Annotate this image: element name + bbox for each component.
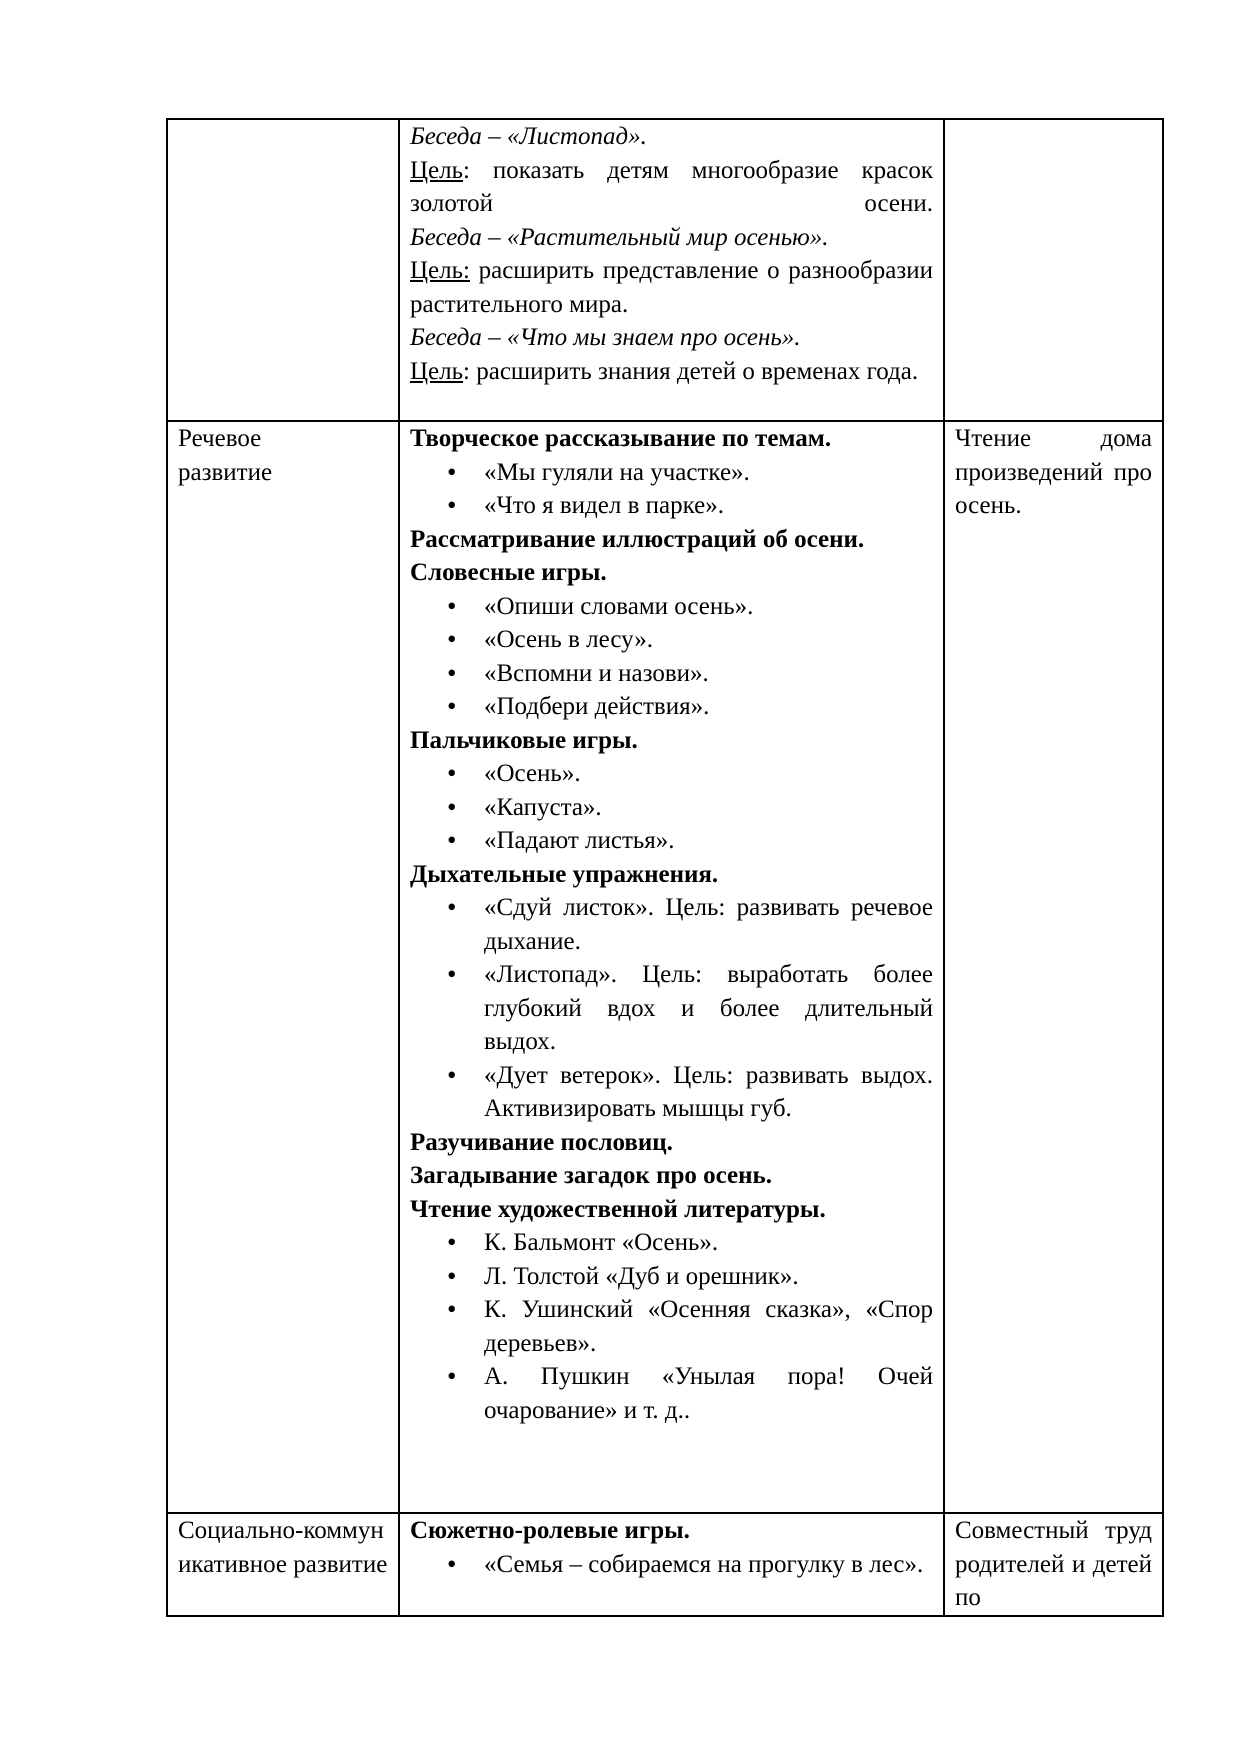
list-item: • «Капуста». (410, 791, 933, 825)
conversation-goal (410, 355, 933, 389)
goal-text: : показать детям многообразие красок золотой осени. (410, 156, 933, 217)
bullet-list (410, 1548, 933, 1582)
conversation-goal (410, 154, 933, 221)
list-item: • А. Пушкин «Унылая пора! Очей очарование» и т. д.. (410, 1360, 933, 1427)
conversation-title: Беседа – «Что мы знаем про осень». (410, 324, 801, 351)
section-heading: Чтение художественной литературы. (410, 1195, 826, 1223)
section-heading: Рассматривание иллюстраций об осени. (410, 525, 865, 553)
family-activity: Совместный труд родителей и детей по (955, 1517, 1152, 1611)
activities-cell (399, 1513, 944, 1616)
list-item: • «Опиши словами осень». (410, 590, 933, 624)
goal-label: Цель (410, 156, 464, 184)
list-item: • «Вспомни и назови». (410, 657, 933, 691)
list-item: • «Листопад». Цель: выработать более глубокий вдох и более длительный выдох. (410, 958, 933, 1059)
bullet-list (410, 590, 933, 724)
table-row (167, 119, 1163, 421)
activity-plan-table (166, 118, 1164, 1617)
family-activity: Чтение дома произведений про осень. (955, 425, 1152, 519)
activities-cell (399, 421, 944, 1513)
section-heading: Творческое рассказывание по темам. (410, 425, 832, 452)
conversation-goal (410, 254, 933, 321)
list-item: • «Что я видел в парке». (410, 489, 933, 523)
list-item: • «Осень в лесу». (410, 623, 933, 657)
bullet-list (410, 456, 933, 523)
list-item: • К. Ушинский «Осенняя сказка», «Спор деревьев». (410, 1293, 933, 1360)
family-cell (944, 1513, 1163, 1616)
list-item: • Л. Толстой «Дуб и орешник». (410, 1260, 933, 1294)
section-heading: Разучивание пословиц. (410, 1128, 673, 1156)
area-title: Речевое развитие (178, 425, 273, 486)
table-row (167, 1513, 1163, 1616)
section-heading: Пальчиковые игры. (410, 726, 638, 754)
activities-cell (399, 119, 944, 421)
area-title: Социально-коммуникативное развитие (178, 1517, 388, 1578)
family-cell (944, 119, 1163, 421)
goal-text: расширить представление о разнообразии растительного мира. (410, 257, 933, 318)
list-item: • «Осень». (410, 757, 933, 791)
area-cell (167, 119, 399, 421)
table-row (167, 421, 1163, 1513)
family-cell (944, 421, 1163, 1513)
goal-label: Цель (410, 357, 464, 385)
list-item: • «Дует ветерок». Цель: развивать выдох. Активизировать мышцы губ. (410, 1059, 933, 1126)
list-item: • «Сдуй листок». Цель: развивать речевое дыхание. (410, 891, 933, 958)
conversation-title: Беседа – «Растительный мир осенью». (410, 223, 829, 251)
conversation-title: Беседа – «Листопад». (410, 123, 647, 150)
list-item: • К. Бальмонт «Осень». (410, 1226, 933, 1260)
bullet-list (410, 757, 933, 858)
list-item: • «Падают листья». (410, 824, 933, 858)
bullet-list (410, 1226, 933, 1427)
section-heading: Загадывание загадок про осень. (410, 1162, 772, 1189)
section-heading: Дыхательные упражнения. (410, 860, 719, 888)
bullet-list (410, 891, 933, 1126)
section-heading: Словесные игры. (410, 559, 607, 586)
area-cell (167, 421, 399, 1513)
list-item: • «Подбери действия». (410, 690, 933, 724)
area-cell (167, 1513, 399, 1616)
list-item: • «Семья – собираемся на прогулку в лес». (410, 1548, 933, 1582)
goal-text: : расширить знания детей о временах года. (463, 357, 919, 385)
list-item: • «Мы гуляли на участке». (410, 456, 933, 490)
goal-label: Цель: (410, 257, 470, 284)
section-heading: Сюжетно-ролевые игры. (410, 1517, 690, 1544)
